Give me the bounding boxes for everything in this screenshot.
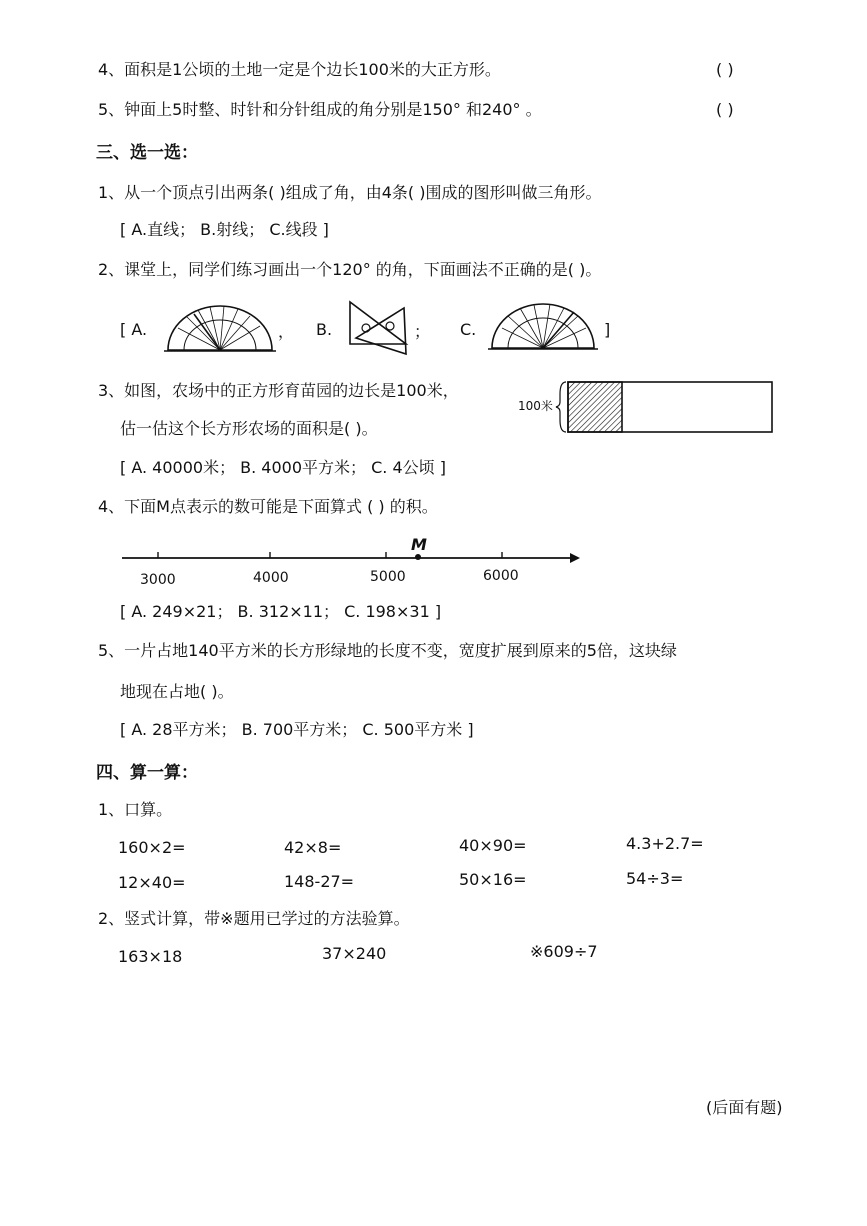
s3-q2-open-bracket: [ A. xyxy=(120,320,148,339)
oral-calc-item: 12×40= xyxy=(118,873,186,892)
farm-figure xyxy=(556,378,776,436)
oral-calc-item: 4.3+2.7= xyxy=(626,834,704,853)
s3-q3-line1: 3、如图，农场中的正方形育苗园的边长是100米， xyxy=(98,381,459,400)
judge-q5-answer-blank[interactable]: ( ) xyxy=(716,100,734,119)
protractor-a-icon xyxy=(164,300,276,358)
tick-label-4000: 4000 xyxy=(253,570,289,586)
s3-q5-line1: 5、一片占地140平方米的长方形绿地的长度不变，宽度扩展到原来的5倍，这块绿 xyxy=(98,641,677,660)
oral-calc-item: 40×90= xyxy=(459,836,527,855)
point-m-label: M xyxy=(411,535,427,554)
tick-label-5000: 5000 xyxy=(370,569,406,585)
s3-q2-label-c: C. xyxy=(460,320,477,339)
s3-q1-text: 1、从一个顶点引出两条( )组成了角，由4条( )围成的图形叫做三角形。 xyxy=(98,183,602,202)
oral-calc-item: 54÷3= xyxy=(626,869,684,888)
s3-q2-sep2: ； xyxy=(414,322,431,341)
section3-title: 三、选一选： xyxy=(96,143,198,163)
section4-title: 四、算一算： xyxy=(96,763,198,783)
s4-q1-label: 1、口算。 xyxy=(98,800,173,819)
farm-figure-label: 100米 xyxy=(518,399,553,413)
set-square-b-icon xyxy=(346,298,410,358)
footer-note: (后面有题) xyxy=(706,1098,783,1117)
protractor-c-icon xyxy=(488,298,598,356)
s4-q2-label: 2、竖式计算，带※题用已学过的方法验算。 xyxy=(98,909,410,928)
s3-q4-options: [ A. 249×21； B. 312×11； C. 198×31 ] xyxy=(120,602,442,621)
s3-q5-line2: 地现在占地( )。 xyxy=(120,682,234,701)
s3-q2-text: 2、课堂上，同学们练习画出一个120° 的角，下面画法不正确的是( )。 xyxy=(98,260,602,279)
oral-calc-item: 160×2= xyxy=(118,838,186,857)
oral-calc-item: 50×16= xyxy=(459,870,527,889)
s3-q1-options: [ A.直线； B.射线； C.线段 ] xyxy=(120,220,329,239)
tick-label-6000: 6000 xyxy=(483,568,519,584)
judge-q5-text: 5、钟面上5时整、时针和分针组成的角分别是150° 和240° 。 xyxy=(98,100,542,119)
vertical-calc-item: 37×240 xyxy=(322,944,387,963)
s3-q2-label-b: B. xyxy=(316,320,333,339)
vertical-calc-item: ※609÷7 xyxy=(530,942,598,961)
s3-q2-close-bracket: ] xyxy=(604,320,611,339)
vertical-calc-item: 163×18 xyxy=(118,947,183,966)
s3-q5-options: [ A. 28平方米； B. 700平方米； C. 500平方米 ] xyxy=(120,720,474,739)
judge-q4-answer-blank[interactable]: ( ) xyxy=(716,60,734,79)
s3-q2-sep1: ， xyxy=(278,322,295,341)
oral-calc-item: 42×8= xyxy=(284,838,342,857)
oral-calc-item: 148-27= xyxy=(284,872,355,891)
judge-q4-text: 4、面积是1公顷的土地一定是个边长100米的大正方形。 xyxy=(98,60,501,79)
s3-q3-options: [ A. 40000米； B. 4000平方米； C. 4公顷 ] xyxy=(120,458,446,477)
s3-q4-text: 4、下面M点表示的数可能是下面算式 ( ) 的积。 xyxy=(98,497,438,516)
s3-q3-line2: 估一估这个长方形农场的面积是( )。 xyxy=(120,419,378,438)
tick-label-3000: 3000 xyxy=(140,572,176,588)
